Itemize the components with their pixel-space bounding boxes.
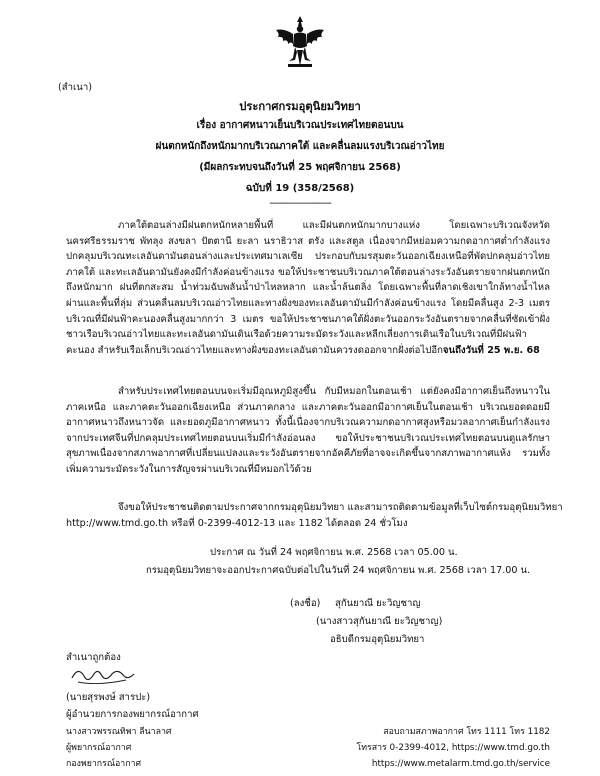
doc-effect-date: (มีผลกระทบจนถึงวันที่ 25 พฤศจิกายน 2568) (199, 162, 401, 173)
hotline-info: สอบถามสภาพอากาศ โทร 1111 โทร 1182 (383, 727, 550, 737)
next-announce: กรมอุตุนิยมวิทยาจะออกประกาศฉบับต่อไปในวันที่ 24 พฤศจิกายน พ.ศ. 2568 เวลา 17.00 น. (146, 565, 531, 576)
certifier-name: (นายสุรพงษ์ สารปะ) (66, 692, 151, 703)
metalarm-link[interactable]: https://www.metalarm.tmd.go.th/service (371, 759, 550, 769)
footer-row-1 (66, 724, 550, 740)
forecaster-role: ผู้พยากรณ์อากาศ (66, 743, 132, 753)
footer-row-3 (66, 756, 550, 772)
director-full-name: (นางสาวสุกันยาณี ยะวิญชาญ) (316, 616, 443, 627)
copy-mark: (สำเนา) (58, 82, 92, 93)
paragraph-1-text: ภาคใต้ตอนล่างมีฝนตกหนักหลายพื้นที่ และมีฝนตกหนักมากบางแห่ง โดยเฉพาะบริเวณจังหวัดนครศรีธรรมราช พัทลุง สงขลา ปัตตานี ยะลา นราธิวาส ตรัง และสตูล เนื่องจากมีหย่อมความกดอากาศต่ำกำลังแรงปกคลุมบริเวณทะเลอันดามันตอนล่างและประเทศมาเลเซีย ประกอบกับมรสุมตะวันออกเฉียงเหนือที่พัดปกคลุมอ่าวไทย ภาคใต้ และทะเลอันดามันยังคงมีกำลังค่อนข้างแรง ขอให้ประชาชนบริเวณภาคใต้ตอนล่างระวังอันตรายจากฝนตกหนักถึงหนักมาก ฝนที่ตกสะสม น้ำท่วมฉับพลันน้ำป่าไหลหลาก และน้ำล้นตลิ่ง โดยเฉพาะพื้นที่ลาดเชิงเขาใกล้ทางน้ำไหลผ่านและพื้นที่ลุ่ม ส่วนคลื่นลมบริเวณอ่าวไทยและทางฝั่งของทะเลอันดามันมีกำลังค่อนข้างแรง โดยมีคลื่นสูง 2-3 เมตร บริเวณที่มีฝนฟ้าคะนองคลื่นสูงมากกว่า 3 เมตร ขอให้ประชาชนภาคใต้ฝั่งตะวันออกระวังอันตรายจากคลื่นที่ซัดเข้าฝั่ง ชาวเรือบริเวณอ่าวไทยและทะเลอันดามันเดินเรือด้วยความระมัดระวังและหลีกเลี่ยงการเดินเรือในบริเวณที่มีฝนฟ้าคะนอง สำหรับเรือเล็กบริเวณอ่าวไทยและทางฝั่งของทะเลอันดามันควรงดออกจากฝั่งต่อไปอีก (66, 220, 550, 356)
director-position: อธิบดีกรมอุตุนิยมวิทยา (330, 634, 425, 645)
doc-subject: เรื่อง อากาศหนาวเย็นบริเวณประเทศไทยตอนบน (196, 120, 404, 131)
paragraph-3-line1: จึงขอให้ประชาชนติดตามประกาศจากกรมอุตุนิยมวิทยา และสามารถติดตามข้อมูลที่เว็บไซต์กรมอุตุนิยมวิทยา (118, 502, 563, 513)
garuda-icon (274, 14, 326, 70)
doc-title: ประกาศกรมอุตุนิยมวิทยา (239, 100, 361, 113)
paragraph-3-line2: http://www.tmd.go.th หรือที่ 0-2399-4012-13 และ 1182 ได้ตลอด 24 ชั่วโมง (66, 518, 408, 529)
footer-row-2 (66, 740, 550, 756)
certify-label: สำเนาถูกต้อง (66, 652, 121, 663)
fax-website-info: โทรสาร 0-2399-4012, https://www.tmd.go.th (356, 743, 550, 753)
signed-name: สุกันยาณี ยะวิญชาญ (335, 598, 421, 609)
paragraph-2 (66, 384, 550, 496)
paragraph-1 (66, 218, 550, 378)
handwritten-signature (68, 662, 138, 688)
title-separator: ------------------------- (269, 198, 331, 209)
signed-label: (ลงชื่อ) (290, 598, 321, 609)
paragraph-2-text: สำหรับประเทศไทยตอนบนจะเริ่มมีอุณหภูมิสูงขึ้น กับมีหมอกในตอนเช้า แต่ยังคงมีอากาศเย็นถึงหนาวในภาคเหนือ และภาคตะวันออกเฉียงเหนือ ส่วนภาคกลาง และภาคตะวันออกมีอากาศเย็นในตอนเช้า บริเวณยอดดอยมีอากาศหนาวถึงหนาวจัด และยอดภูมีอากาศหนาว ทั้งนี้เนื่องจากบริเวณความกดอากาศสูงหรือมวลอากาศเย็นกำลังแรงจากประเทศจีนที่ปกคลุมประเทศไทยตอนบนเริ่มมีกำลังอ่อนลง ขอให้ประชาชนบริเวณประเทศไทยตอนบนดูแลรักษาสุขภาพเนื่องจากสภาพอากาศที่เปลี่ยนแปลงและระวังอันตรายจากอัคคีภัยที่อาจจะเกิดขึ้นจากสภาพอากาศแห้ง รวมทั้งเพิ่มความระมัดระวังในการสัญจรผ่านบริเวณที่มีหมอกไว้ด้วย (66, 386, 550, 475)
doc-issue-number: ฉบับที่ 19 (358/2568) (245, 183, 355, 194)
paragraph-1-deadline: จนถึงวันที่ 25 พ.ย. 68 (442, 344, 540, 356)
forecaster-name: นางสาวพรรณทิพา ลีนาลาศ (66, 727, 172, 737)
forecaster-division: กองพยากรณ์อากาศ (66, 759, 142, 769)
certifier-position: ผู้อำนวยการกองพยากรณ์อากาศ (66, 709, 199, 720)
doc-subject-line2: ฝนตกหนักถึงหนักมากบริเวณภาคใต้ และคลื่นลมแรงบริเวณอ่าวไทย (155, 141, 445, 152)
garuda-emblem (274, 14, 326, 70)
announce-date: ประกาศ ณ วันที่ 24 พฤศจิกายน พ.ศ. 2568 เวลา 05.00 น. (210, 547, 458, 558)
